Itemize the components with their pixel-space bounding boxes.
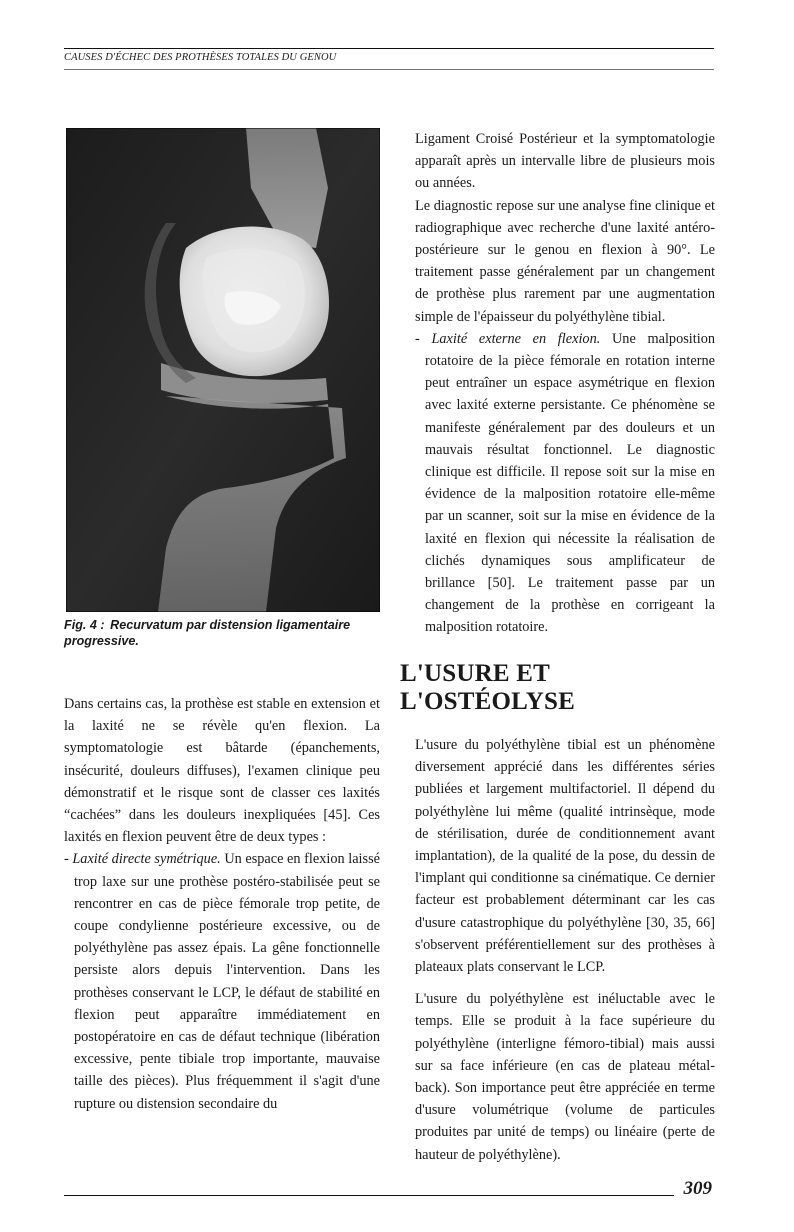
running-header: CAUSES D'ÉCHEC DES PROTHÈSES TOTALES DU GENOU [64,52,337,63]
right-text-column-top [415,128,715,639]
bullet-term-external: Laxité externe en flexion. [431,330,601,347]
figure-caption-text: Recurvatum par distension ligamentaire progressive. [64,618,351,648]
paragraph-wear-intro: L'usure du polyéthylène tibial est un phénomène diversement apprécié dans les différentes séries publiées et largement multifactoriel. Il dépend du polyéthylène lui même (qualité intrinsèque, mode de stérilisation, durée de conditionnement avant implantation), de la qualité de la pose, du dessin de l'implant qui conditionne sa cinématique. Ce dernier facteur est probablement déterminant car les cas d'usure catastrophique du polyéthylène [30, 35, 66] s'observent préférentiellement sur des prothèses à plateaux plats conservant le LCP. [415,737,715,976]
bullet-term-symmetric: Laxité directe symétrique. [72,851,221,868]
figure-label: Fig. 4 : [64,618,105,632]
paragraph-pcl-continuation: Ligament Croisé Postérieur et la symptomatologie apparaît après un intervalle libre de plusieurs mois ou années. [415,131,715,192]
figure-caption [64,617,384,649]
paragraph-wear-inevitable: L'usure du polyéthylène est inéluctable avec le temps. Elle se produit à la face supérieure du polyéthylène (interligne fémoro-tibial) mais aussi sur sa face inférieure (en cas de plateau métal-back). Son importance peut être appréciée en terme d'usure volumétrique (volume de particules produites par unité de temps) ou linéaire (perte de hauteur de polyéthylène). [415,991,715,1163]
bullet-text-symmetric: Un espace en flexion laissé trop laxe sur une prothèse postéro-stabilisée peut se rencontrer en cas de pièce fémorale trop petite, de coupe condylienne postérieure excessive, ou de polyéthylène pas assez épais. La gêne fonctionnelle persiste alors depuis l'intervention. Dans les prothèses conservant le LCP, le défaut de stabilité en flexion peut apparaître immédiatement en postopératoire en cas de défaut technique (libération excessive, pente tibiale trop importante, mauvaise taille des pièces). Plus fréquemment il s'agit d'une rupture ou distension secondaire du [74,851,380,1112]
left-text-column [64,693,380,1115]
top-rule [64,48,714,49]
bullet-symmetric-laxity: - Laxité directe symétrique. Un espace en flexion laissé trop laxe sur une prothèse postéro-stabilisée peut se rencontrer en cas de pièce fémorale trop petite, de coupe condylienne postérieure excessive, ou de polyéthylène pas assez épais. La gêne fonctionnelle persiste alors depuis l'intervention. Dans les prothèses conservant le LCP, le défaut de stabilité en flexion peut apparaître immédiatement en postopératoire en cas de défaut technique (libération excessive, pente tibiale trop importante, mauvaise taille des pièces). Plus fréquemment il s'agit d'une rupture ou distension secondaire du [64,851,380,1112]
page-number: 309 [683,1178,712,1199]
knee-radiograph-image [66,128,380,612]
paragraph-hidden-laxity: Dans certains cas, la prothèse est stable en extension et la laxité ne se révèle qu'en flexion. La symptomatologie est bâtarde (épanchements, insécurité, douleurs diffuses), l'examen clinique peu démonstratif et le risque sont de classer ces laxités “cachées” dans les douleurs inexpliquées [45]. Ces laxités en flexion peuvent être de deux types : [64,696,380,846]
header-rule [64,69,714,70]
footer-rule [64,1195,674,1196]
bullet-external-laxity: - Laxité externe en flexion. Une malposition rotatoire de la pièce fémorale en rotation interne peut entraîner un espace asymétrique en flexion avec laxité externe persistante. Ce phénomène se manifeste généralement par des douleurs et un mauvais résultat fonctionnel. Le diagnostic clinique est difficile. Il repose soit sur la mise en évidence de la malposition rotatoire elle-même par un scanner, soit sur la mise en évidence de la laxité en flexion qui nécessite la réalisation de clichés dynamiques sous amplificateur de brillance [50]. Le traitement passe par un changement de la prothèse en corrigeant la malposition rotatoire. [415,330,716,636]
right-text-column-bottom [415,734,715,1166]
bullet-text-external: Une malposition rotatoire de la pièce fémorale en rotation interne peut entraîner un espace asymétrique en flexion avec laxité externe persistante. Ce phénomène se manifeste généralement par des douleurs et un mauvais résultat fonctionnel. Le diagnostic clinique est difficile. Il repose soit sur la mise en évidence de la malposition rotatoire elle-même par un scanner, soit sur la mise en évidence de la laxité en flexion qui nécessite la réalisation de clichés dynamiques sous amplificateur de brillance [50]. Le traitement passe par un changement de la prothèse en corrigeant la malposition rotatoire. [425,330,716,636]
knee-radiograph-figure [66,128,380,612]
section-heading: L'USURE ET L'OSTÉOLYSE [400,660,575,715]
paragraph-diagnosis: Le diagnostic repose sur une analyse fine clinique et radiographique avec recherche d'une laxité antéro-postérieure sur le genou en flexion à 90°. Le traitement passe généralement par un changement de prothèse plus rarement par une augmentation simple de l'épaisseur du polyéthylène tibial. [415,197,715,325]
paragraph-gap [415,978,715,988]
